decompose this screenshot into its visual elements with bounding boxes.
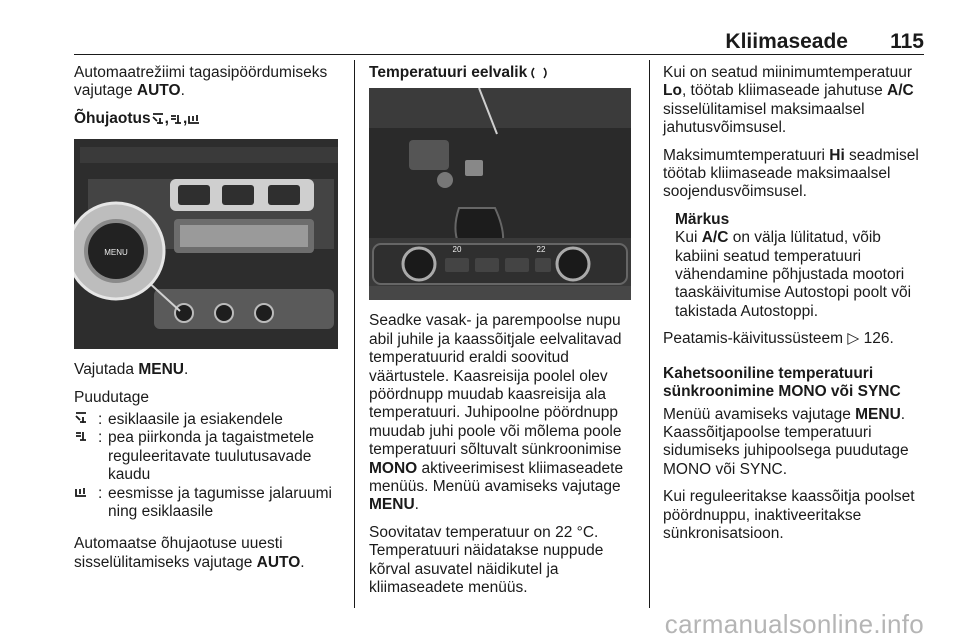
intro-paragraph: Automaatrežiimi tagasipöördumiseks vajutage AUTO. [74, 64, 328, 100]
note-box [675, 211, 929, 321]
airflow-definition-list [74, 411, 342, 521]
press-menu-paragraph: Vajutada MENU. [74, 361, 189, 379]
ac-key-label: A/C [701, 229, 729, 247]
page-number: 115 [890, 30, 924, 53]
auto-key-label: AUTO [256, 553, 301, 571]
air-distribution-heading: Õhujaotus , , [74, 110, 342, 128]
temperature-controls-figure [369, 88, 631, 300]
climate-panel-figure [74, 139, 338, 349]
page-section-title: Kliimaseade [725, 30, 848, 53]
menu-key-label: MENU [855, 405, 901, 423]
rotary-knob [215, 304, 233, 322]
column-3 [663, 64, 929, 552]
airflow-head-icon [74, 429, 88, 443]
auto-key-label: AUTO [136, 82, 181, 100]
touch-paragraph: Puudutage [74, 388, 149, 406]
stop-start-reference[interactable]: Peatamis-käivitussüsteem ▷ 126. [663, 330, 894, 348]
menu-knob-label: MENU [104, 248, 128, 258]
menu-key-label: MENU [369, 496, 415, 514]
note-text: Kui A/C on välja lülitatud, võib kabiini seatud temperatuuri vähendamine põhjustada mootori taaskäivitumise Autostopi poolt või takistada Autostoppi. [675, 229, 912, 320]
rotary-knob [175, 304, 193, 322]
airflow-button [178, 185, 210, 205]
airflow-head-icon [169, 112, 183, 126]
lo-key-label: Lo [663, 82, 682, 100]
temperature-heading: Temperatuuri eelvalik [369, 64, 633, 82]
header-rule [74, 54, 924, 55]
right-temperature-display: 22 [536, 245, 546, 255]
left-temperature-knob [403, 248, 435, 280]
airflow-footwell-icon [187, 112, 201, 126]
mono-key-label: MONO [369, 459, 418, 477]
watermark: carmanualsonline.info [664, 609, 924, 639]
definition-row: : pea piirkonda ja tagaistmetele reguleeritavate tuulutusavade kaudu [74, 429, 342, 484]
menu-key-label: MENU [138, 361, 184, 379]
airflow-windscreen-front-icon [151, 112, 165, 126]
recommended-temperature-paragraph: Soovitatav temperatuur on 22 °C. Temperatuuri näidatakse nuppude kõrval asuvatel näidikutel ja kliimaseadete menüüs. [369, 523, 604, 597]
temperature-set-paragraph: Seadke vasak- ja parempoolse nupu abil juhile ja kaassõitjale eelvalitavad temperatuurid eraldi soovitud väärtustele. Kaasreisija poolel olev pöördnupp muudab kaasreisija ala temperatuuri. Juhipoolne pöördnupp muudab juhi poole või mõlema poole temperatuuri sõltuvalt sünkroonimise MONO aktiveerimisest kliimaseadete menüüs. Menüü avamiseks vajutage MENU. [369, 312, 624, 514]
airflow-footwell-icon [74, 485, 88, 499]
note-title: Märkus [675, 210, 730, 228]
ac-key-label: A/C [887, 82, 914, 100]
column-2 [369, 64, 633, 607]
rotary-knob-icon [527, 66, 551, 80]
left-temperature-display: 20 [452, 245, 462, 255]
definition-row: : esiklaasile ja esiakendele [74, 411, 342, 429]
airflow-button [222, 185, 254, 205]
column-divider [354, 60, 355, 608]
hi-key-label: Hi [829, 146, 845, 164]
definition-row: : eesmisse ja tagumisse jalaruumi ning esiklaasile [74, 485, 342, 522]
airflow-windscreen-front-icon [74, 411, 88, 425]
desync-paragraph: Kui reguleeritakse kaassõitja poolset pöördnuppu, inaktiveeritakse sünkronisatsioon. [663, 488, 915, 542]
column-1 [74, 64, 342, 581]
rotary-knob [255, 304, 273, 322]
right-temperature-knob [557, 248, 589, 280]
min-temperature-paragraph: Kui on seatud miinimumtemperatuur Lo, töötab kliimaseade jahutuse A/C sisselülitamisel maksimaalsel jahutusvõimsusel. [663, 64, 914, 137]
sync-heading: Kahetsooniline temperatuuri sünkroonimine MONO või SYNC [663, 364, 901, 401]
column-divider [649, 60, 650, 608]
sync-paragraph: Menüü avamiseks vajutage MENU. Kaassõitjapoolse temperatuuri sidumiseks juhipoolsega puudutage MONO või SYNC. [663, 405, 909, 478]
airflow-button [268, 185, 300, 205]
page-header [0, 0, 960, 54]
auto-restore-paragraph: Automaatse õhujaotuse uuesti sisselülitamiseks vajutage AUTO. [74, 535, 305, 571]
max-temperature-paragraph: Maksimumtemperatuuri Hi seadmisel töötab kliimaseade maksimaalsel soojendusvõimsusel. [663, 146, 919, 201]
page-reference-icon: ▷ [847, 330, 864, 348]
